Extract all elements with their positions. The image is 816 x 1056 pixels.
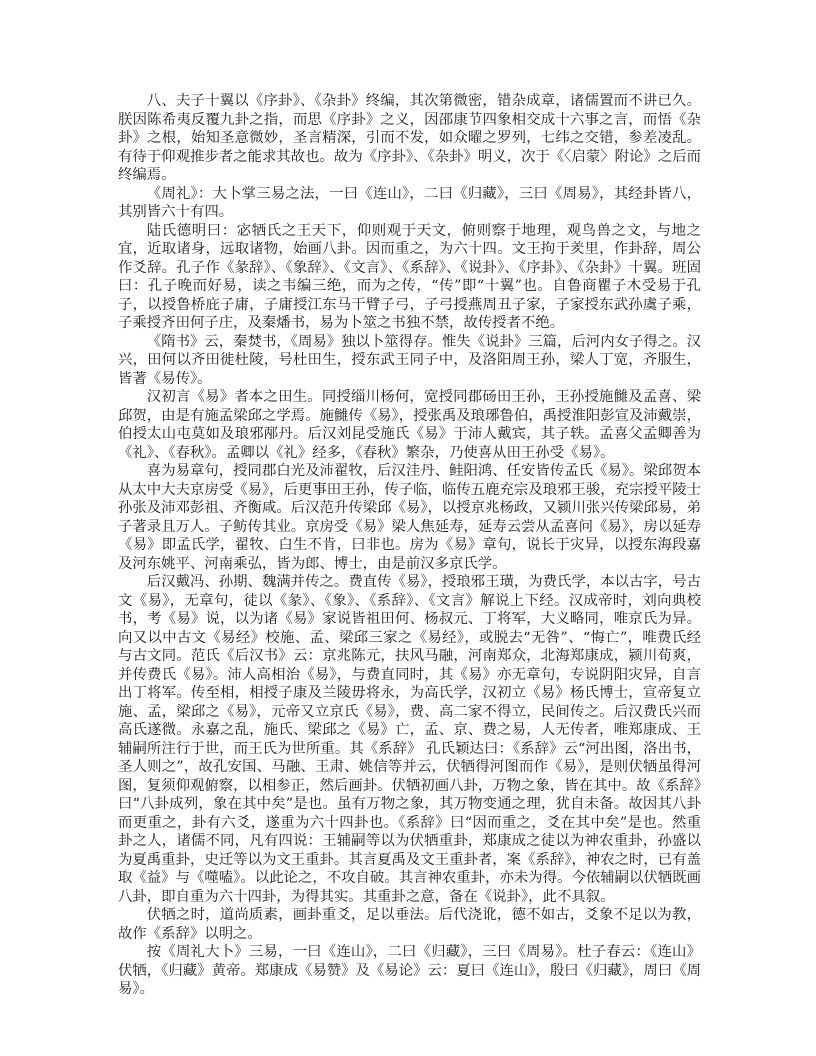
paragraph-xu-za-gua: 八、夫子十翼以《序卦》、《杂卦》终编，其次第微密，错杂成章，诸儒置而不讲已久。朕因陈希夷反覆九卦之指，而思《序卦》之义，因邵康节四象相交成十六事之言，而悟《杂卦》之根，始知圣意微妙，圣言精深，引而不发，如众曜之罗列，七纬之交错，参差凌乱。有待于仰观推步者之能求其故也。故为《序卦》、《杂卦》明义，次于《〈启蒙〉附论》之后而终编焉。 [118, 93, 701, 183]
paragraph-zhou-li: 《周礼》：大卜掌三易之法，一曰《连山》，二曰《归藏》，三曰《周易》，其经卦皆八，其别皆六十有四。 [118, 185, 701, 220]
paragraph-fu-xi: 伏牺之时，道尚质素，画卦重爻，足以垂法。后代浇讹，德不如古，爻象不足以为教，故作《系辞》以明之。 [118, 907, 701, 942]
paragraph-sui-shu: 《隋书》云，秦焚书，《周易》独以卜筮得存。惟失《说卦》三篇，后河内女子得之。汉兴，田何以齐田徙杜陵，号杜田生，授东武王同子中，及洛阳周王孙，梁人丁宽，齐服生，皆著《易传》。 [118, 333, 701, 387]
document-page [118, 92, 701, 999]
paragraph-meng-xi: 喜为易章句，授同郡白光及沛翟牧，后汉洼丹、鲑阳鸿、任安皆传孟氏《易》。梁邱贺本从太中大夫京房受《易》，后更事田王孙，传子临，临传五鹿充宗及琅邪王骏，充宗授平陵士孙张及沛邓彭祖、齐衡咸。后汉范升传梁邱《易》，以授京兆杨政，又颍川张兴传梁邱易，弟子著录且万人。子鲂传其业。京房受《易》梁人焦延寿，延寿云尝从孟喜问《易》，房以延寿《易》即孟氏学，翟牧、白生不肯，曰非也。房为《易》章句，说长于灾异，以授东海段嘉及河东姚平、河南乘弘，皆为郎、博士，由是前汉多京氏学。 [118, 463, 701, 572]
paragraph-zhou-li-da-bu: 按《周礼大卜》三易，一曰《连山》，二曰《归藏》，三曰《周易》。杜子春云：《连山》伏牺，《归藏》黄帝。郑康成《易赞》及《易论》云：夏曰《连山》，殷曰《归藏》，周曰《周易》。 [118, 944, 701, 997]
paragraph-hou-han: 后汉戴冯、孙期、魏满并传之。费直传《易》，授琅邪王璜，为费氏学，本以古字，号古文《易》，无章句，徒以《彖》、《象》、《系辞》、《文言》解说上下经。汉成帝时，刘向典校书，考《易》说，以为诸《易》家说皆祖田何、杨叔元、丁将军，大义略同，唯京氏为异。向又以中古文《易经》校施、孟、梁邱三家之《易经》，或脱去“无咎”、“悔亡”，唯费氏经与古文同。范氏《后汉书》云：京兆陈元，扶风马融，河南郑众，北海郑康成，颍川荀爽，并传费氏《易》。沛人高相治《易》，与费直同时，其《易》亦无章句，专说阴阳灾异，自言出丁将军。传至相，相授子康及兰陵毋将永，为高氏学，汉初立《易》杨氏博士，宣帝复立施、孟，梁邱之《易》，元帝又立京氏《易》，费、高二家不得立，民间传之。后汉费氏兴而高氏遂微。永嘉之乱，施氏、梁邱之《易》亡，孟、京、费之易，人无传者，唯郑康成、王辅嗣所注行于世，而王氏为世所重。其《系辞》 孔氏颖达曰：《系辞》云“河出图，洛出书，圣人则之”，故孔安国、马融、王肃、姚信等并云，伏牺得河图而作《易》，是则伏牺虽得河图，复须仰观俯察，以相参正，然后画卦。伏牺初画八卦，万物之象，皆在其中。故《系辞》曰“八卦成列，象在其中矣”是也。虽有万物之象，其万物变通之理，犹自未备。故因其八卦而更重之，卦有六爻，遂重为六十四卦也。《系辞》曰“因而重之，爻在其中矣”是也。然重卦之人，诸儒不同，凡有四说：王辅嗣等以为伏牺重卦，郑康成之徒以为神农重卦，孙盛以为夏禹重卦，史迁等以为文王重卦。其言夏禹及文王重卦者，案《系辞》，神农之时，已有盖取《益》与《噬嗑》。以此论之，不攻自破。其言神农重卦，亦未为得。今依辅嗣以伏牺既画八卦，即自重为六十四卦，为得其实。其重卦之意，备在《说卦》，此不具叙。 [118, 574, 701, 905]
paragraph-lu-deming: 陆氏德明曰：宓牺氏之王天下，仰则观于天文，俯则察于地理，观鸟兽之文，与地之宜，近取诸身，远取诸物，始画八卦。因而重之，为六十四。文王拘于羑里，作卦辞，周公作爻辞。孔子作《彖辞》、《象辞》、《文言》、《系辞》、《说卦》、《序卦》、《杂卦》十翼。班固曰：孔子晚而好易，读之韦编三绝，而为之传，“传”即“十翼”也。自鲁商瞿子木受易于孔子，以授鲁桥庇子庸，子庸授江东马干臂子弓，子弓授燕周丑子家，子家授东武孙虞子乘，子乘授齐田何子庄，及秦燔书，易为卜筮之书独不禁，故传授者不绝。 [118, 222, 701, 331]
paragraph-han-chu: 汉初言《易》者本之田生。同授缁川杨何，宽授同郡砀田王孙，王孙授施雠及孟喜、梁邱贺，由是有施孟梁邱之学焉。施雠传《易》，授张禹及琅琊鲁伯，禹授淮阳彭宣及沛戴崇，伯授太山屯莫如及琅邪邴丹。后汉刘昆受施氏《易》于沛人戴宾，其子轶。孟喜父孟卿善为《礼》、《春秋》。孟卿以《礼》经多，《春秋》繁杂，乃使喜从田王孙受《易》。 [118, 389, 701, 461]
